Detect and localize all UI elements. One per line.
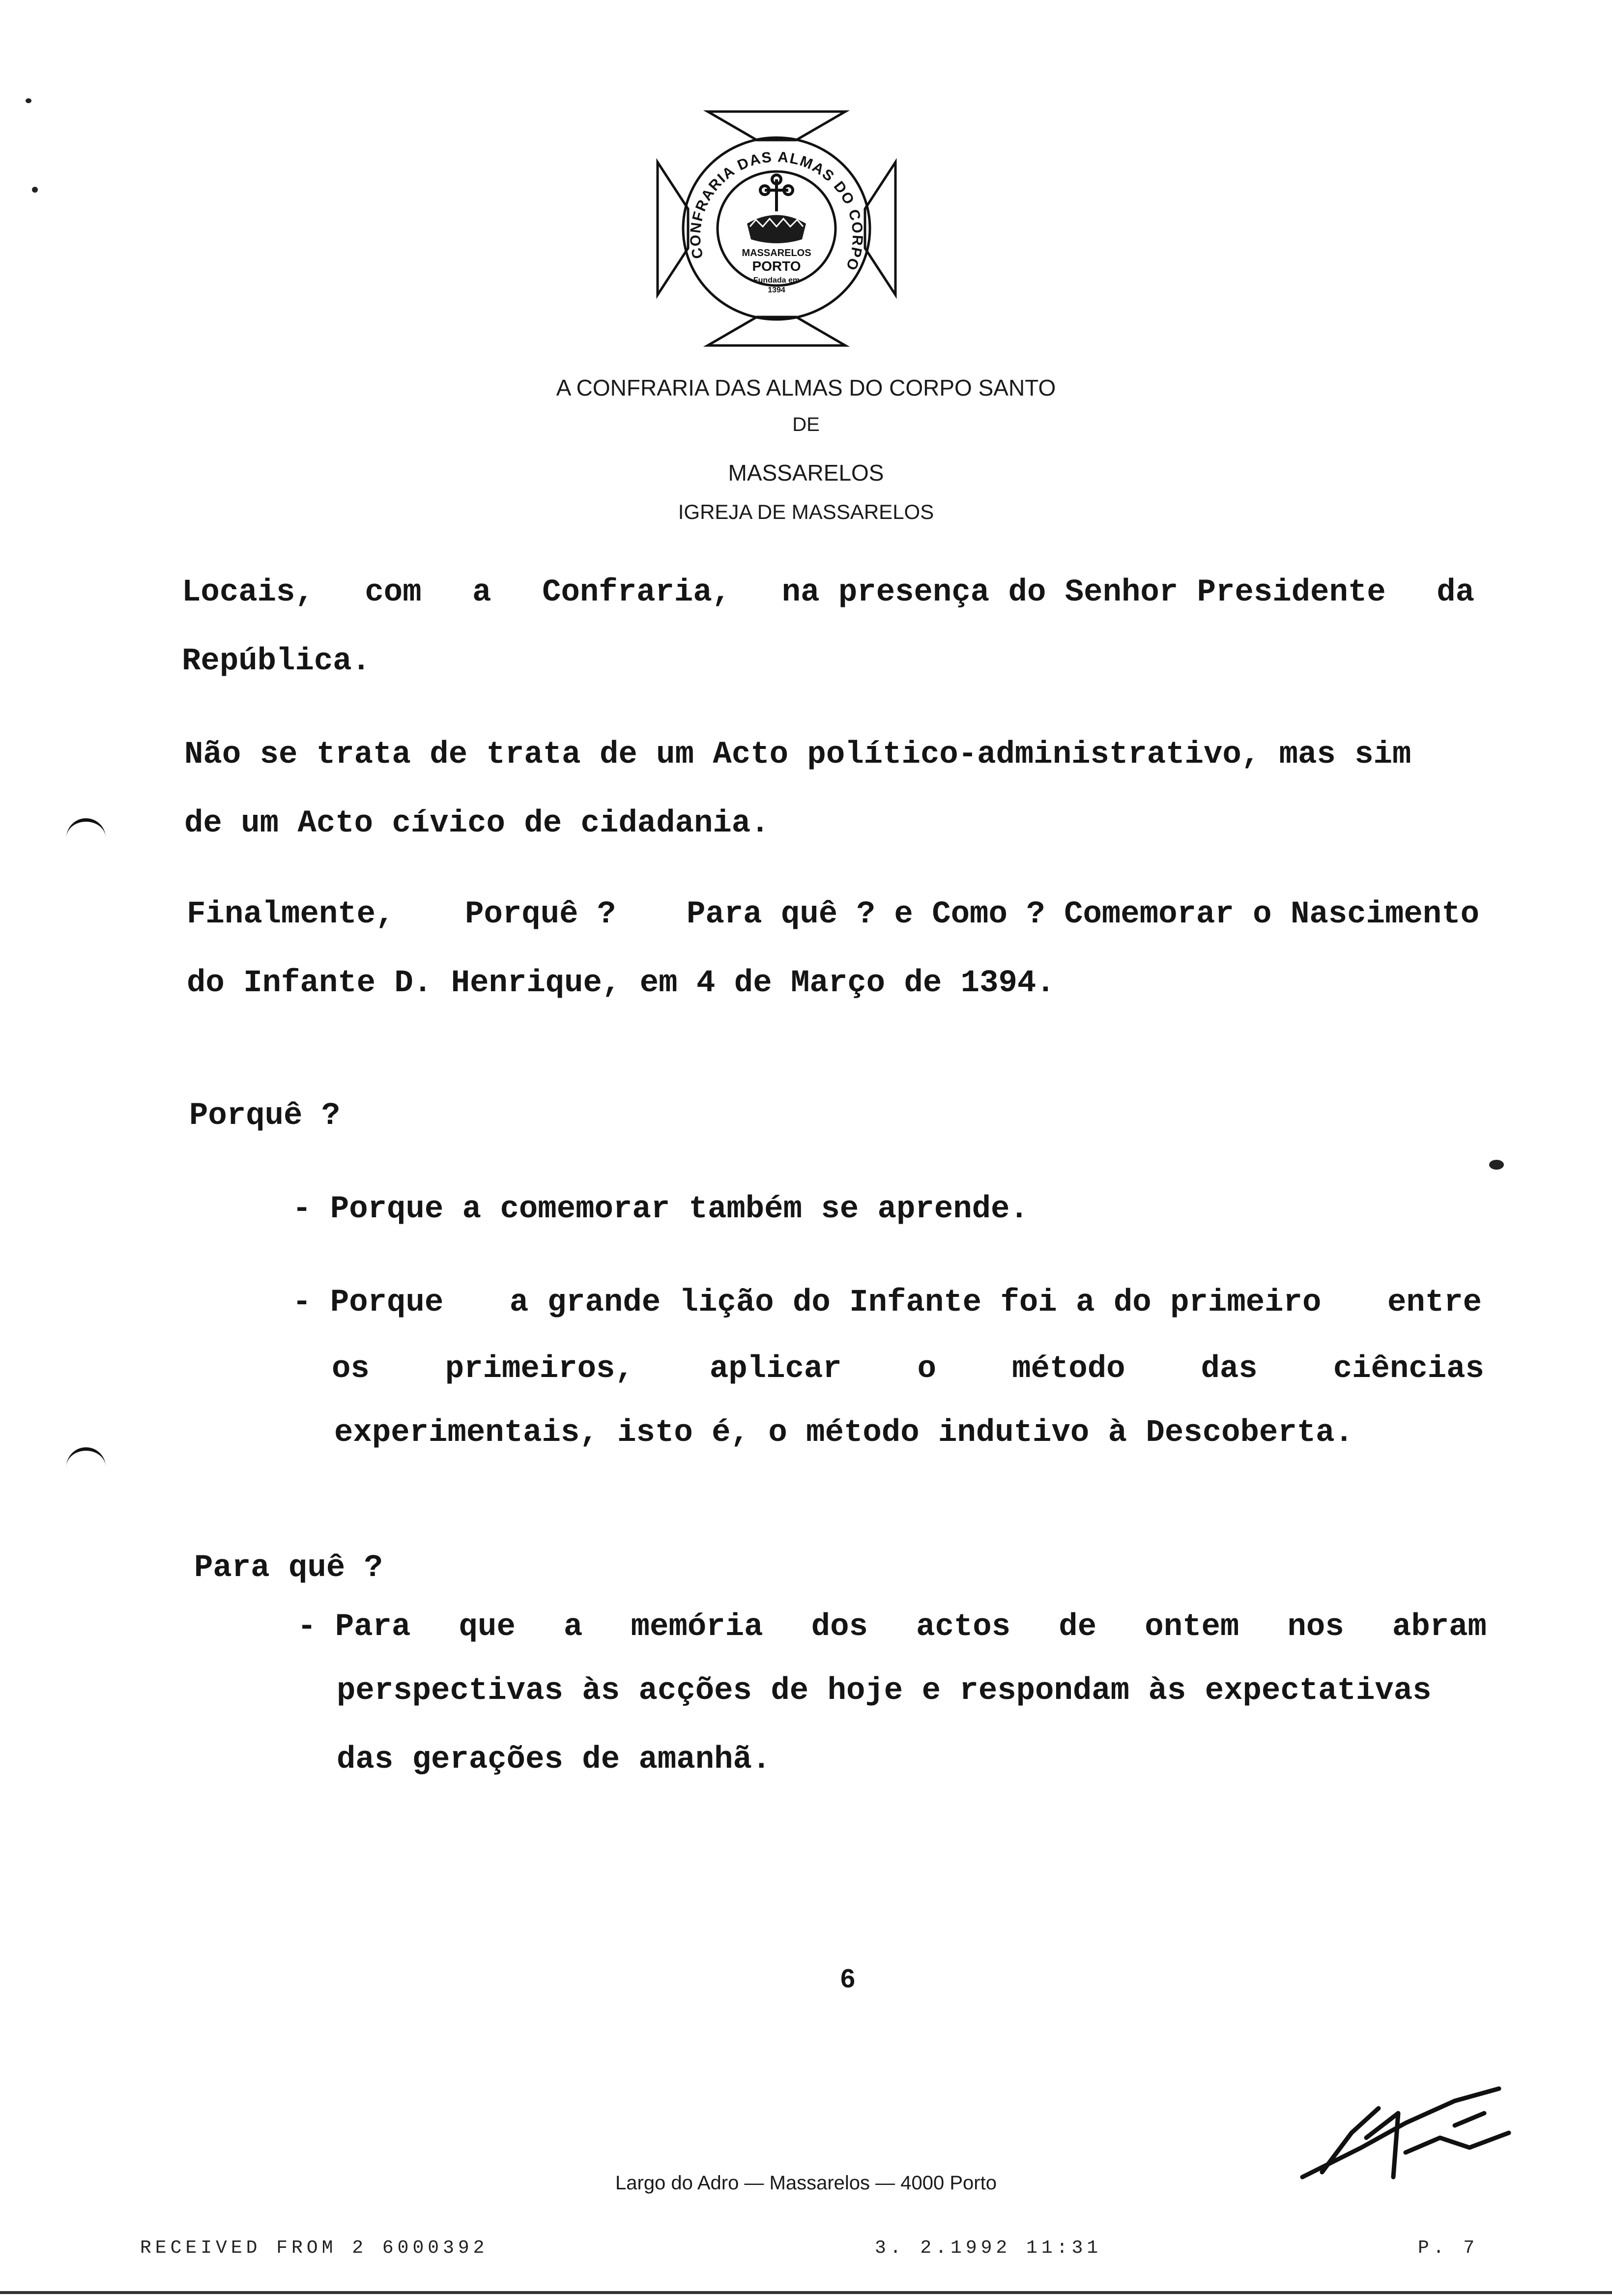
word: o xyxy=(917,1351,937,1387)
seal-inner-line: MASSARELOS xyxy=(742,248,811,258)
word: Porquê ? xyxy=(465,897,616,932)
scan-speck xyxy=(26,98,31,103)
word: os xyxy=(332,1351,370,1387)
fax-page: P. 7 xyxy=(1418,2238,1479,2259)
word: Para quê ? e Como ? Comemorar o Nascimento xyxy=(686,897,1479,932)
punch-hole-mark xyxy=(66,1447,106,1480)
word: na presença do Senhor Presidente xyxy=(781,575,1386,610)
word: método xyxy=(1012,1351,1125,1387)
bullet-1: - Porque a comemorar também se aprende. xyxy=(292,1192,1029,1227)
bullet-2-line-3: experimentais, isto é, o método indutivo à Descoberta. xyxy=(334,1415,1353,1451)
word: - Porque xyxy=(292,1285,444,1320)
word: aplicar xyxy=(709,1351,842,1387)
seal-ring-text: CONFRARIA DAS ALMAS DO CORPO xyxy=(687,148,866,273)
word: Locais, xyxy=(182,575,314,610)
org-name-line3: MASSARELOS xyxy=(728,460,884,486)
org-name-line4: IGREJA DE MASSARELOS xyxy=(678,500,934,523)
word: - Para xyxy=(297,1609,411,1645)
word: Confraria, xyxy=(542,575,731,610)
paragraph-1-line-2: República. xyxy=(182,644,371,679)
bullet-2-line-1 xyxy=(292,1285,1482,1320)
fax-received-from: RECEIVED FROM 2 6000392 xyxy=(140,2238,489,2259)
word: abram xyxy=(1392,1609,1487,1645)
word: Finalmente, xyxy=(187,897,395,932)
page-number: 6 xyxy=(840,1964,856,1993)
org-name-line1: A CONFRARIA DAS ALMAS DO CORPO SANTO xyxy=(556,375,1056,401)
word: actos xyxy=(916,1609,1011,1645)
word: entre xyxy=(1387,1285,1482,1320)
org-name-line2: DE xyxy=(792,414,820,435)
paragraph-3-line-1 xyxy=(187,897,1479,932)
seal-inner-line: 1394 xyxy=(768,286,785,294)
word: ontem xyxy=(1145,1609,1239,1645)
paragraph-3-line-2: do Infante D. Henrique, em 4 de Março de 1394. xyxy=(187,966,1055,1001)
seal-inner-line: PORTO xyxy=(752,258,801,274)
word: da xyxy=(1437,575,1474,610)
seal-inner-line: Fundada em xyxy=(753,276,800,285)
scan-speck xyxy=(32,187,38,193)
word: nos xyxy=(1287,1609,1344,1645)
word: com xyxy=(365,575,422,610)
heading-porque: Porquê ? xyxy=(189,1098,341,1134)
word: a xyxy=(472,575,491,610)
bullet-3-line-3: das gerações de amanhã. xyxy=(337,1742,771,1778)
paragraph-2-line-2: de um Acto cívico de cidadania. xyxy=(184,806,770,841)
word: memória xyxy=(631,1609,763,1645)
bullet-3-line-1 xyxy=(297,1609,1487,1645)
scan-speck xyxy=(1489,1160,1504,1170)
confraria-seal xyxy=(649,106,904,351)
word: a xyxy=(564,1609,583,1645)
bullet-3-line-2: perspectivas às acções de hoje e respondam às expectativas xyxy=(337,1673,1432,1709)
footer-address: Largo do Adro — Massarelos — 4000 Porto xyxy=(615,2172,997,2194)
seal-graphic xyxy=(649,106,904,351)
word: de xyxy=(1059,1609,1097,1645)
bullet-2-line-2 xyxy=(332,1351,1484,1387)
word: primeiros, xyxy=(445,1351,634,1387)
word: das xyxy=(1201,1351,1258,1387)
paragraph-1-line-1 xyxy=(182,575,1474,610)
scan-edge-line xyxy=(0,2291,1612,2294)
punch-hole-mark xyxy=(66,818,106,851)
word: a grande lição do Infante foi a do primeiro xyxy=(509,1285,1322,1320)
word: ciências xyxy=(1333,1351,1484,1387)
word: dos xyxy=(811,1609,868,1645)
word: que xyxy=(459,1609,516,1645)
fax-datetime: 3. 2.1992 11:31 xyxy=(875,2238,1102,2259)
heading-para-que: Para quê ? xyxy=(194,1550,383,1586)
paragraph-2-line-1: Não se trata de trata de um Acto político-administrativo, mas sim xyxy=(184,737,1411,773)
